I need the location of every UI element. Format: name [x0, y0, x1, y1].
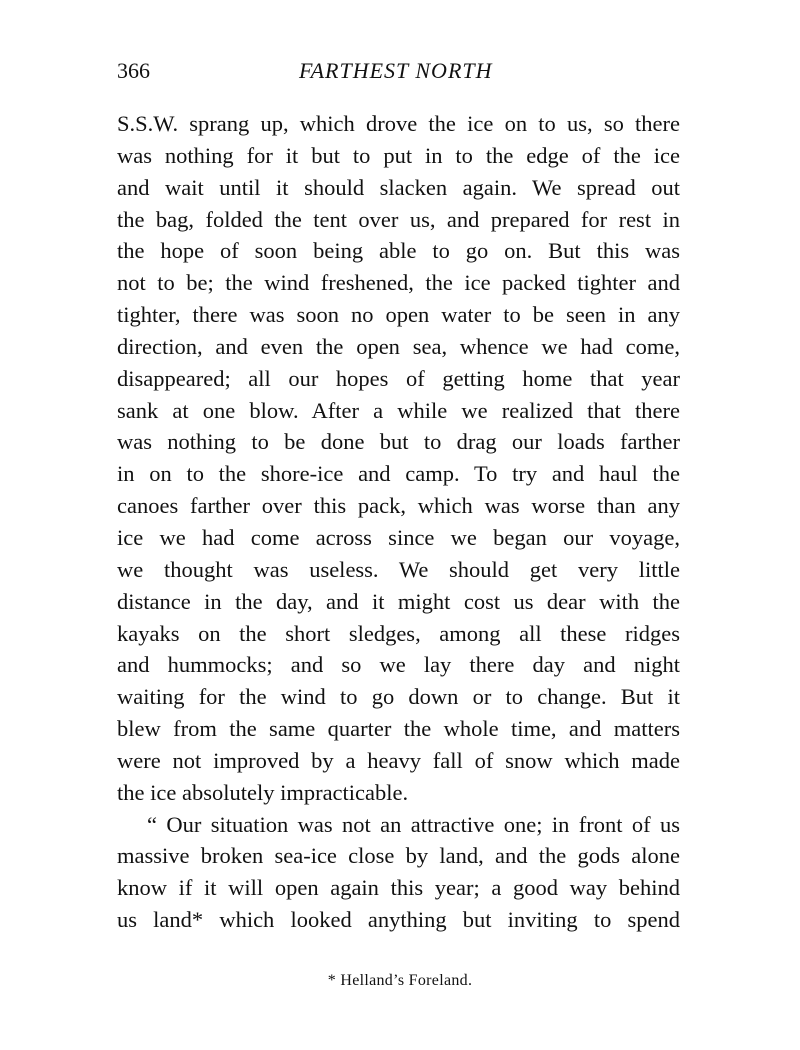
- text-line: blew from the same quarter the whole time, and matters: [117, 716, 680, 742]
- text-line: ice we had come across since we began our voyage,: [117, 524, 680, 550]
- paragraph-start-line: “ Our situation was not an attractive one; in front of us: [147, 811, 680, 837]
- text-line: massive broken sea-ice close by land, and the gods alone: [117, 843, 680, 869]
- footnote: * Helland’s Foreland.: [327, 972, 473, 989]
- text-line: disappeared; all our hopes of getting home that year: [117, 365, 680, 391]
- text-line: kayaks on the short sledges, among all these ridges: [117, 620, 680, 646]
- paragraph-end-line: the ice absolutely impracticable.: [117, 779, 409, 805]
- text-line: waiting for the wind to go down or to change. But it: [117, 684, 680, 710]
- text-line: canoes farther over this pack, which was worse than any: [117, 493, 680, 519]
- text-line: sank at one blow. After a while we realized that there: [117, 397, 680, 423]
- text-line: us land* which looked anything but inviting to spend: [117, 907, 680, 933]
- page-number: 366: [117, 58, 150, 83]
- text-line: and hummocks; and so we lay there day and night: [117, 652, 680, 678]
- running-title: FARTHEST NORTH: [299, 58, 493, 83]
- text-line: the hope of soon being able to go on. But this was: [117, 238, 680, 264]
- text-line: and wait until it should slacken again. We spread out: [117, 174, 680, 200]
- text-line: the bag, folded the tent over us, and prepared for rest in: [117, 206, 680, 232]
- body-text: [117, 108, 680, 936]
- running-head: [117, 56, 677, 86]
- text-line: were not improved by a heavy fall of snow which made: [117, 747, 680, 773]
- text-line: S.S.W. sprang up, which drove the ice on to us, so there: [117, 111, 680, 136]
- text-line: was nothing to be done but to drag our loads farther: [117, 429, 680, 455]
- text-line: was nothing for it but to put in to the edge of the ice: [117, 142, 680, 168]
- text-line: in on to the shore-ice and camp. To try and haul the: [117, 461, 680, 487]
- text-line: tighter, there was soon no open water to be seen in any: [117, 302, 680, 328]
- text-line: distance in the day, and it might cost us dear with the: [117, 588, 680, 614]
- text-line: know if it will open again this year; a good way behind: [117, 875, 680, 901]
- text-line: not to be; the wind freshened, the ice packed tighter and: [117, 270, 680, 296]
- text-line: we thought was useless. We should get very little: [117, 556, 680, 582]
- text-line: direction, and even the open sea, whence we had come,: [117, 333, 680, 359]
